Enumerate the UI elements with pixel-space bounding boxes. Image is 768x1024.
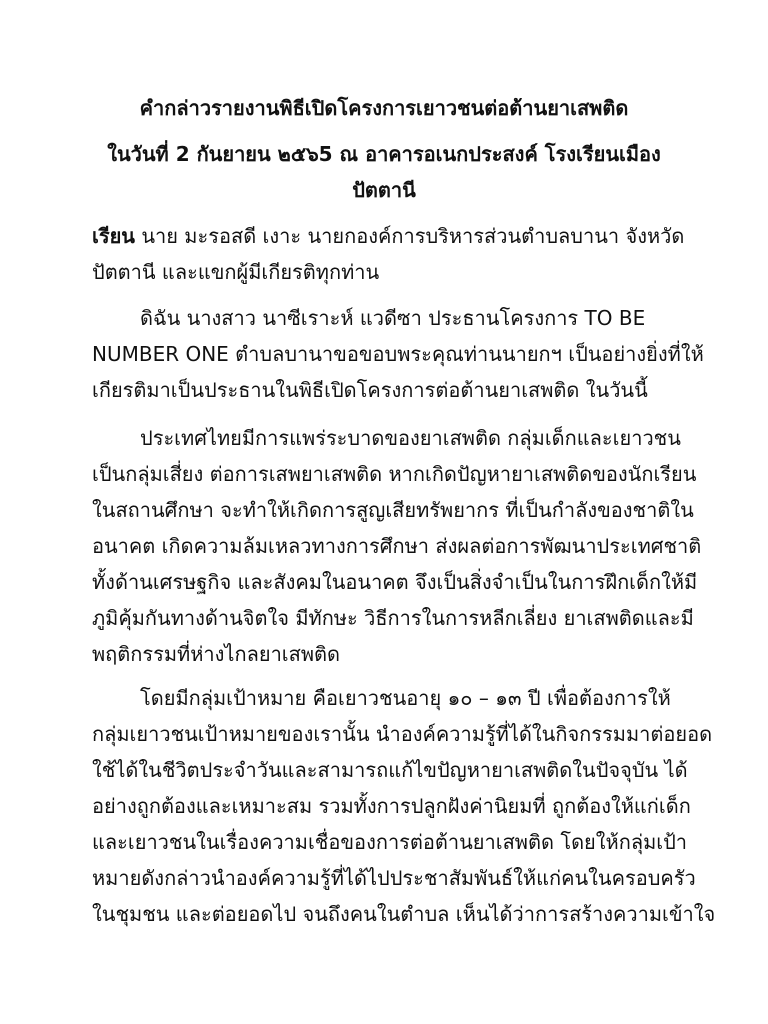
subtitle-line-2: ปัตตานี bbox=[352, 178, 416, 202]
paragraph-line: โดยมีกลุ่มเป้าหมาย คือเยาวชนอายุ ๑๐ – ๑๓ ปี เพื่อต้องการให้ bbox=[140, 686, 671, 710]
paragraph-line: NUMBER ONE ตำบลบานาขอขอบพระคุณท่านนายกฯ เป็นอย่างยิ่งที่ให้ bbox=[92, 342, 704, 366]
paragraph-line: หมายดังกล่าวนำองค์ความรู้ที่ได้ไปประชาสัมพันธ์ให้แก่คนในครอบครัว bbox=[92, 866, 696, 890]
paragraph-line: ใช้ได้ในชีวิตประจำวันและสามารถแก้ไขปัญหายาเสพติดในปัจจุบัน ได้ bbox=[92, 758, 688, 782]
paragraph-line: อนาคต เกิดความล้มเหลวทางการศึกษา ส่งผลต่อการพัฒนาประเทศชาติ bbox=[92, 534, 702, 558]
salutation-label: เรียน bbox=[92, 224, 135, 248]
document-subtitle bbox=[80, 136, 688, 208]
paragraph-line: ในสถานศึกษา จะทำให้เกิดการสูญเสียทรัพยากร ที่เป็นกำลังของชาติใน bbox=[92, 498, 694, 522]
subtitle-line-1: ในวันที่ 2 กันยายน ๒๕๖5 ณ อาคารอเนกประสงค์ โรงเรียนเมือง bbox=[107, 142, 661, 166]
salutation-line-2: ปัตตานี และแขกผู้มีเกียรติทุกท่าน bbox=[92, 260, 380, 284]
document-title: คำกล่าวรายงานพิธีเปิดโครงการเยาวชนต่อต้านยาเสพติด bbox=[139, 96, 629, 120]
paragraph-line: อย่างถูกต้องและเหมาะสม รวมทั้งการปลูกฝังค่านิยมที่ ถูกต้องให้แก่เด็ก bbox=[92, 794, 691, 818]
paragraph-line: ภูมิคุ้มกันทางด้านจิตใจ มีทักษะ วิธีการในการหลีกเลี่ยง ยาเสพติดและมี bbox=[92, 606, 694, 630]
paragraph-line: และเยาวชนในเรื่องความเชื่อของการต่อต้านยาเสพติด โดยให้กลุ่มเป้า bbox=[92, 830, 688, 854]
paragraph-line: เป็นกลุ่มเสี่ยง ต่อการเสพยาเสพติด หากเกิดปัญหายาเสพติดของนักเรียน bbox=[92, 462, 697, 486]
paragraph-line: เกียรติมาเป็นประธานในพิธีเปิดโครงการต่อต้านยาเสพติด ในวันนี้ bbox=[92, 378, 648, 402]
paragraph-line: ดิฉัน นางสาว นาซีเราะห์ แวดีซา ประธานโครงการ TO BE bbox=[140, 306, 646, 330]
paragraph-line: ในชุมชน และต่อยอดไป จนถึงคนในตำบล เห็นได้ว่าการสร้างความเข้าใจ bbox=[92, 902, 716, 926]
paragraph-line: กลุ่มเยาวชนเป้าหมายของเรานั้น นำองค์ความรู้ที่ได้ในกิจกรรมมาต่อยอด bbox=[92, 722, 713, 746]
paragraph-line: พฤติกรรมที่ห่างไกลยาเสพติด bbox=[92, 642, 340, 666]
salutation-line bbox=[92, 218, 692, 254]
paragraph-line: ทั้งด้านเศรษฐกิจ และสังคมในอนาคต จึงเป็นสิ่งจำเป็นในการฝึกเด็กให้มี bbox=[92, 570, 698, 594]
paragraph-line: ประเทศไทยมีการแพร่ระบาดของยาเสพติด กลุ่มเด็กและเยาวชน bbox=[140, 426, 681, 450]
salutation-text: นาย มะรอสดี เงาะ นายกองค์การบริหารส่วนตำบลบานา จังหวัด bbox=[134, 224, 685, 248]
